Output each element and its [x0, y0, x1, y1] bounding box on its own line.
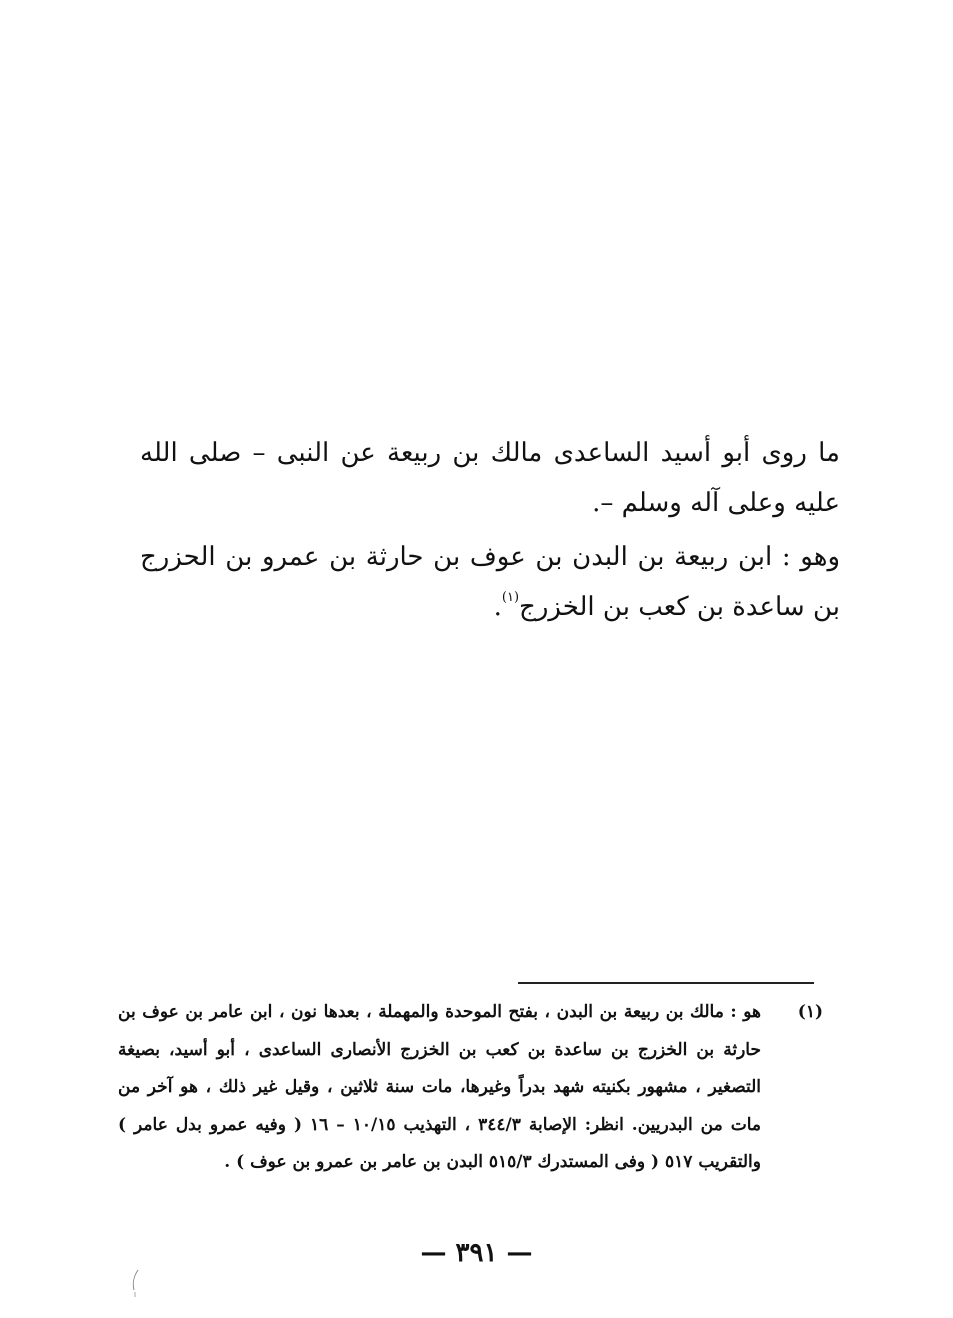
paragraph-2-text: وهو : ابن ربيعة بن البدن بن عوف بن حارثة بن عمرو بن الحزرج بن ساعدة بن كعب بن الخزرج: [140, 542, 840, 622]
scan-mark: [128, 1268, 142, 1298]
paragraph-1: ما روى أبو أسيد الساعدى مالك بن ربيعة عن النبى – صلى الله عليه وعلى آله وسلم –.: [140, 438, 840, 518]
footnote-marker: (١): [797, 1002, 823, 1022]
footnote-text: هو : مالك بن ربيعة بن البدن ، بفتح الموحدة والمهملة ، بعدها نون ، ابن عامر بن عوف بن حارثة بن الخزرج بن ساعدة بن كعب بن الخزرج الأنصارى الساعدى ، أبو أسيد، بصيغة التصغير ، مشهور بكنيته شهد بدراً وغيرها، مات سنة ثلاثين ، وقيل غير ذلك ، هو آخر من مات من البدريين. انظر: الإصابة ٣٤٤/٣ ، التهذيب ١٠/١٥ – ١٦ ( وفيه عمرو بدل عامر ) والتقريب ٥١٧ ( وفى المستدرك ٥١٥/٣ البدن بن عامر بن عمرو بن عوف ) .: [118, 1002, 761, 1172]
paragraph-2: [140, 532, 840, 632]
paragraph-2-end: .: [493, 592, 502, 622]
page-number: — ٣٩١ —: [420, 1238, 533, 1268]
footnote-separator: [518, 982, 814, 984]
footnote-reference[interactable]: (١): [501, 590, 520, 605]
